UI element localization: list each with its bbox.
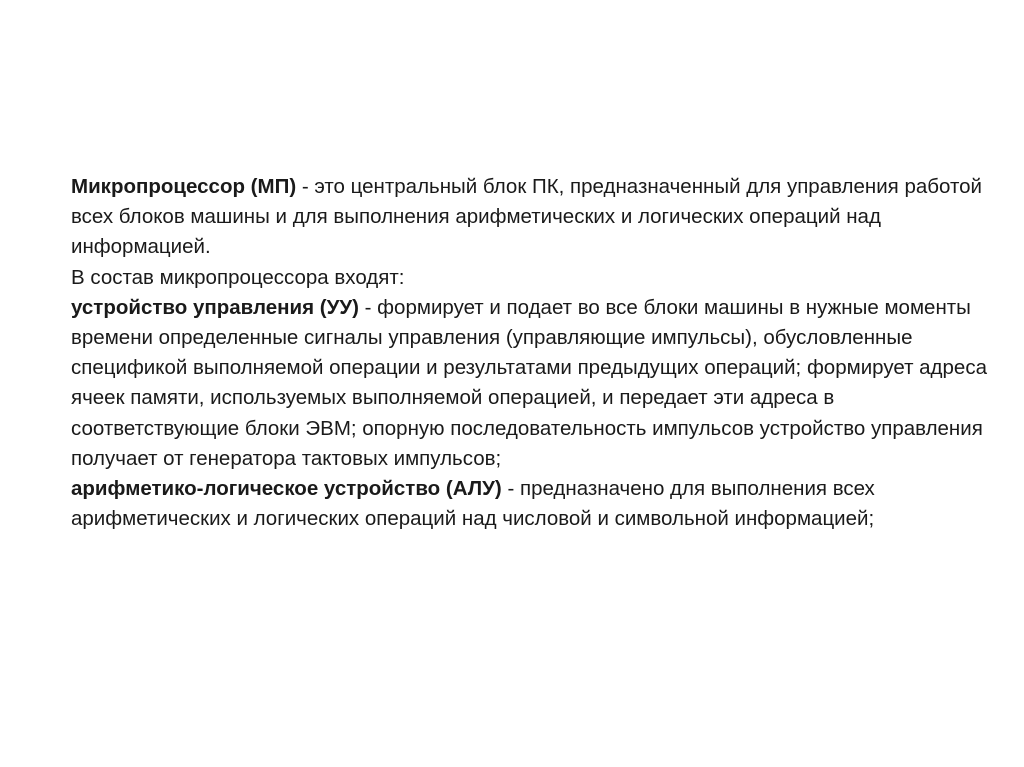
slide-text-body <box>71 172 1006 534</box>
definition-microprocessor: - это центральный блок ПК, предназначенный для управления работой всех блоков машины и для выполнения арифметических и логических операций над информацией. <box>71 175 982 259</box>
paragraph-alu <box>71 474 1006 534</box>
paragraph-control-unit <box>71 293 1006 474</box>
term-control-unit: устройство управления (УУ) <box>71 295 359 319</box>
paragraph-microprocessor-definition <box>71 172 1006 263</box>
definition-control-unit: - формирует и подает во все блоки машины в нужные моменты времени определенные сигналы управления (управляющие импульсы), обусловленные спецификой выполняемой операции и результатами предыдущих операций; формирует адреса ячеек памяти, используемых выполняемой операцией, и передает эти адреса в соответствующие блоки ЭВМ; опорную последовательность импульсов устройство управления получает от генератора тактовых импульсов; <box>71 295 987 470</box>
composition-intro-text: В состав микропроцессора входят: <box>71 265 405 289</box>
paragraph-composition-intro <box>71 263 1006 293</box>
term-microprocessor: Микропроцессор (МП) <box>71 175 297 198</box>
term-alu: арифметико-логическое устройство (АЛУ) <box>71 477 502 501</box>
definition-alu: - предназначено для выполнения всех арифметических и логических операций над числовой и символьной информацией; <box>71 477 875 531</box>
